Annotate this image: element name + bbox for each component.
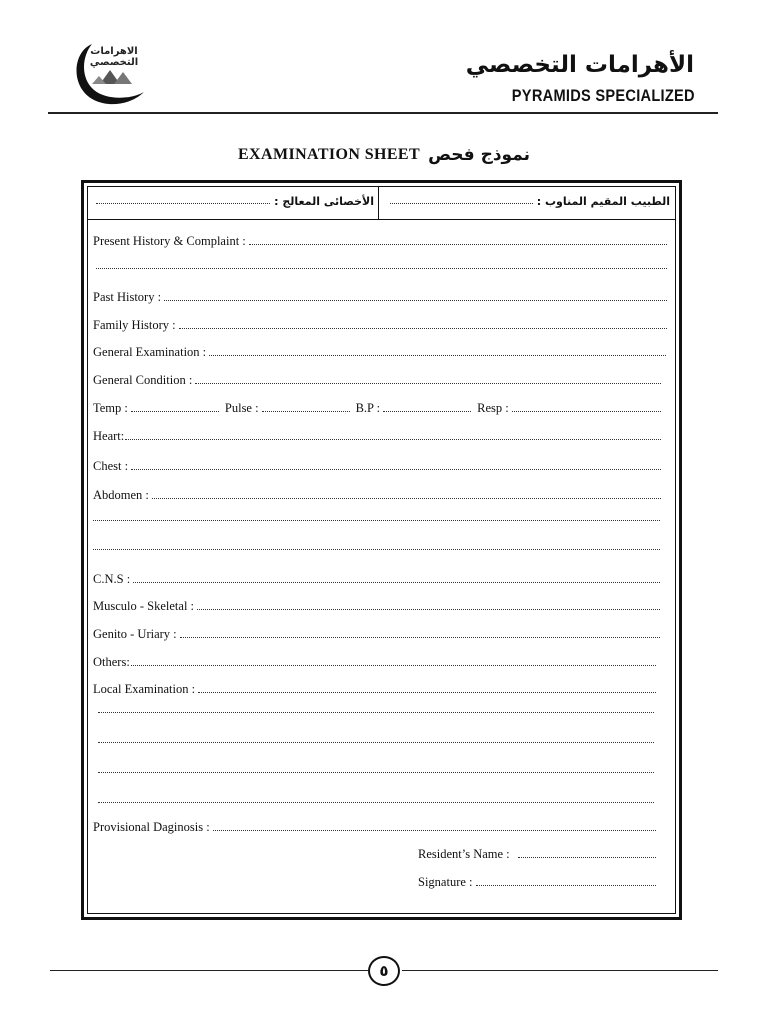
logo-text: الاهرامات التخصصي: [89, 46, 139, 68]
past-history-field[interactable]: [93, 290, 667, 304]
local-examination-line-3[interactable]: [98, 742, 654, 743]
chest-line[interactable]: [131, 469, 661, 470]
bp-label: B.P :: [355, 401, 381, 415]
page-number: ٥: [368, 956, 400, 986]
others-field[interactable]: [93, 655, 656, 669]
pulse-line[interactable]: [262, 411, 350, 412]
musculo-skeletal-field[interactable]: [93, 599, 660, 613]
footer-divider-left: [50, 970, 368, 971]
general-examination-label: General Examination :: [93, 345, 207, 359]
resp-label: Resp :: [477, 401, 509, 415]
temp-label: Temp :: [93, 401, 128, 415]
residents-name-line[interactable]: [518, 857, 656, 858]
others-line[interactable]: [131, 665, 656, 666]
resp-line[interactable]: [512, 411, 661, 412]
resident-on-call-line[interactable]: [390, 203, 533, 204]
present-history-line[interactable]: [249, 244, 667, 245]
past-history-line[interactable]: [164, 300, 667, 301]
treating-specialist-label: الأخصائى المعالج :: [274, 195, 374, 208]
pulse-label: Pulse :: [224, 401, 259, 415]
residents-name-field[interactable]: [418, 847, 656, 861]
cns-field[interactable]: [93, 572, 660, 586]
treating-specialist-line[interactable]: [96, 203, 270, 204]
heart-label: Heart:: [93, 429, 125, 443]
local-examination-line-5[interactable]: [98, 802, 654, 803]
cns-label: C.N.S :: [93, 572, 131, 586]
provisional-diagnosis-label: Provisional Daginosis :: [93, 820, 210, 834]
top-row-column-divider: [378, 186, 379, 219]
vital-signs-row: [93, 401, 661, 415]
abdomen-line[interactable]: [152, 498, 661, 499]
chest-field[interactable]: [93, 459, 661, 473]
title-arabic: نموذج فحص: [428, 145, 530, 165]
family-history-field[interactable]: [93, 318, 667, 332]
genito-uriary-field[interactable]: [93, 627, 660, 641]
musculo-skeletal-line[interactable]: [197, 609, 660, 610]
signature-line[interactable]: [476, 885, 656, 886]
general-condition-field[interactable]: [93, 373, 661, 387]
present-history-label: Present History & Complaint :: [93, 234, 246, 248]
header-divider: [48, 112, 718, 114]
signature-field[interactable]: [418, 875, 656, 889]
local-examination-line[interactable]: [198, 692, 656, 693]
local-examination-line-4[interactable]: [98, 772, 654, 773]
past-history-label: Past History :: [93, 290, 162, 304]
general-condition-label: General Condition :: [93, 373, 193, 387]
present-history-line-2[interactable]: [96, 268, 667, 269]
genito-uriary-line[interactable]: [180, 637, 660, 638]
local-examination-label: Local Examination :: [93, 682, 196, 696]
temp-line[interactable]: [131, 411, 219, 412]
present-history-field[interactable]: [93, 234, 667, 248]
family-history-label: Family History :: [93, 318, 176, 332]
residents-name-label: Resident’s Name :: [418, 847, 510, 861]
abdomen-line-3[interactable]: [93, 549, 660, 550]
resident-on-call-label: الطبيب المقيم المناوب :: [536, 195, 670, 208]
abdomen-line-2[interactable]: [93, 520, 660, 521]
provisional-diagnosis-field[interactable]: [93, 820, 656, 834]
general-condition-line[interactable]: [195, 383, 661, 384]
brand-name-english: PYRAMIDS SPECIALIZED: [511, 86, 695, 105]
brand-name-arabic: الأهرامات التخصصي: [465, 52, 694, 78]
general-examination-line[interactable]: [209, 355, 666, 356]
hospital-logo: [70, 38, 150, 110]
footer-divider-right: [402, 970, 718, 971]
heart-field[interactable]: [93, 429, 661, 443]
heart-line[interactable]: [125, 439, 661, 440]
chest-label: Chest :: [93, 459, 129, 473]
provisional-diagnosis-line[interactable]: [213, 830, 656, 831]
abdomen-field[interactable]: [93, 488, 661, 502]
general-examination-field[interactable]: [93, 345, 666, 359]
others-label: Others:: [93, 655, 130, 669]
abdomen-label: Abdomen :: [93, 488, 149, 502]
bp-line[interactable]: [383, 411, 471, 412]
treating-specialist-field[interactable]: [96, 195, 374, 208]
musculo-skeletal-label: Musculo - Skeletal :: [93, 599, 195, 613]
cns-line[interactable]: [133, 582, 660, 583]
local-examination-line-2[interactable]: [98, 712, 654, 713]
local-examination-field[interactable]: [93, 682, 656, 696]
signature-label: Signature :: [418, 875, 473, 889]
genito-uriary-label: Genito - Uriary :: [93, 627, 177, 641]
page-title: [0, 145, 768, 165]
title-english: EXAMINATION SHEET: [237, 146, 421, 163]
family-history-line[interactable]: [179, 328, 667, 329]
resident-on-call-field[interactable]: [390, 195, 670, 208]
top-row-divider: [87, 219, 676, 220]
